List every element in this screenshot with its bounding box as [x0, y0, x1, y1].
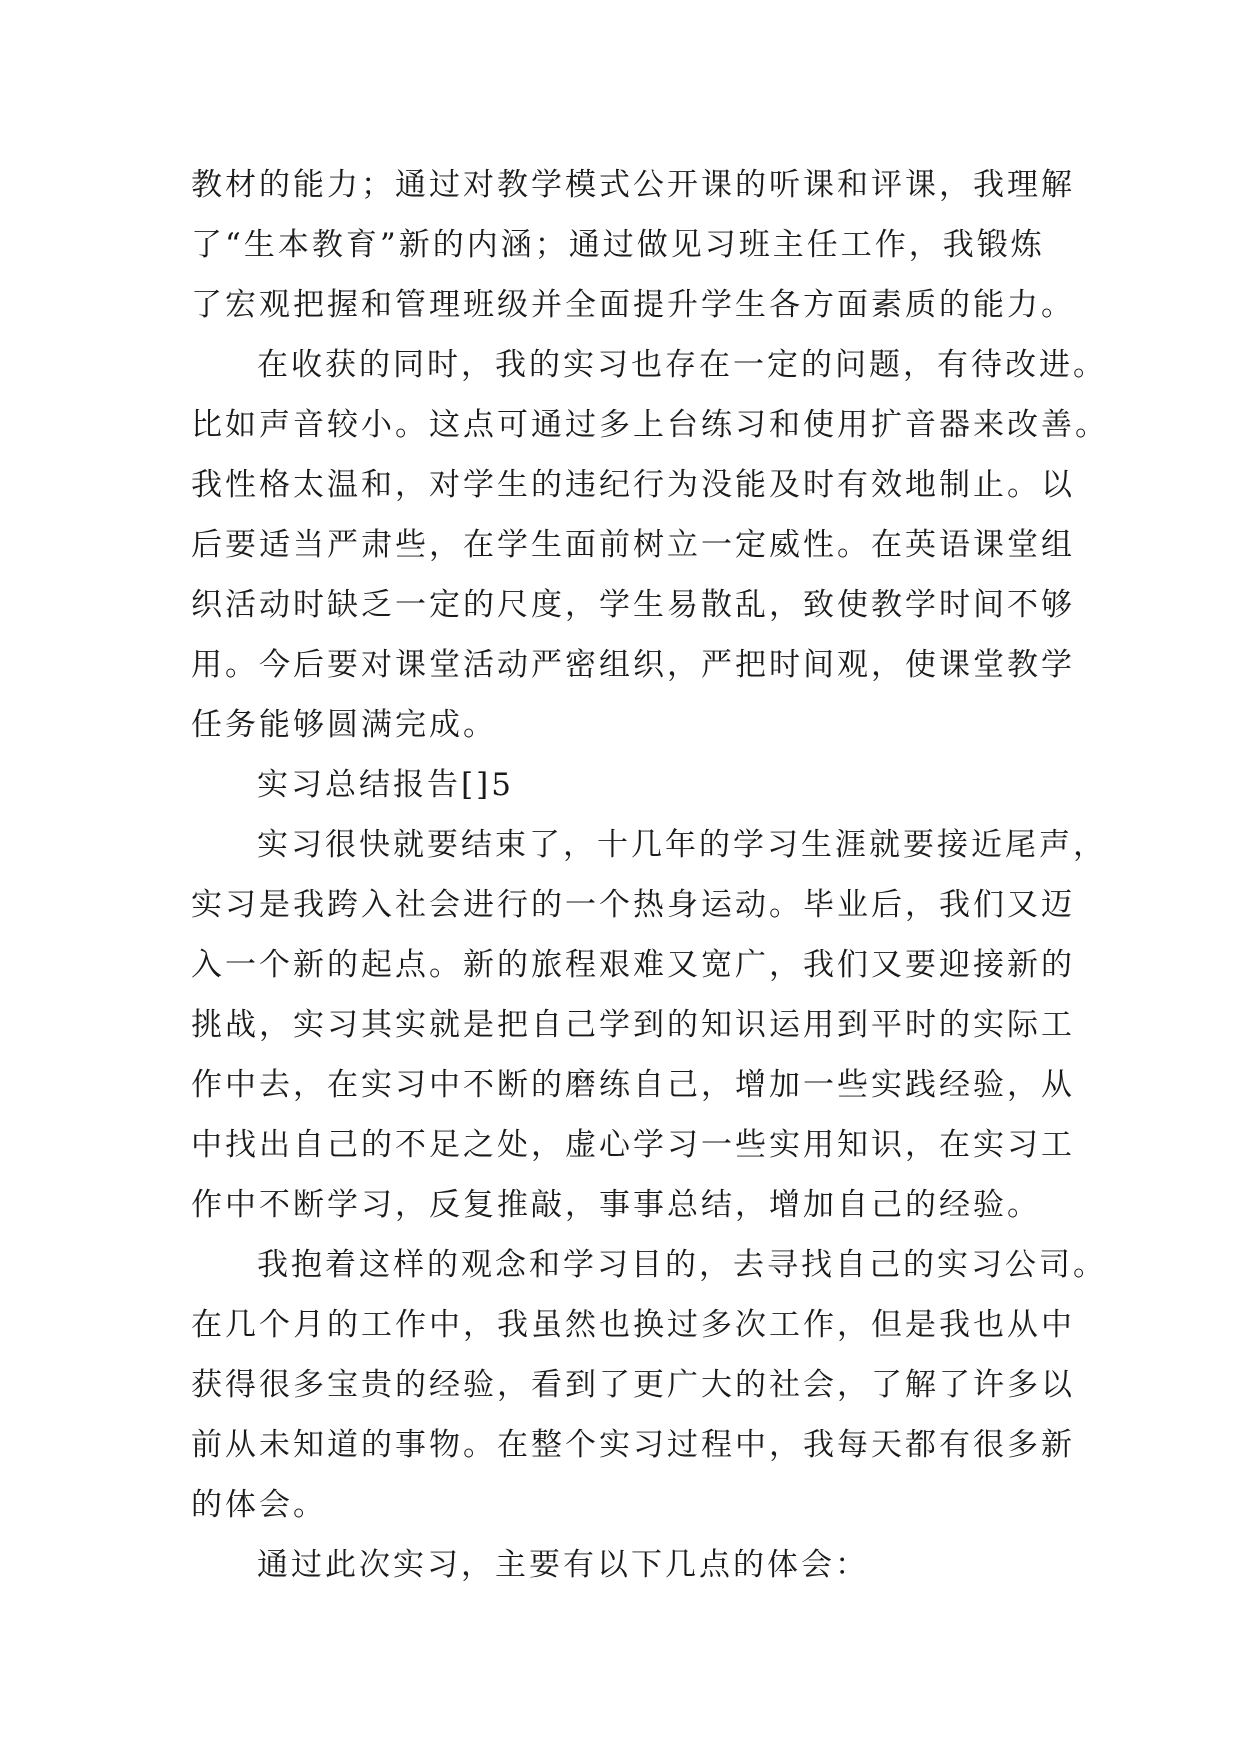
text-line: 在几个月的工作中，我虽然也换过多次工作，但是我也从中: [191, 1307, 1075, 1343]
paragraph-first-line: 通过此次实习，主要有以下几点的体会：: [257, 1547, 869, 1583]
paragraph-first-line: 实习很快就要结束了，十几年的学习生涯就要接近尾声，: [257, 827, 1107, 863]
text-line: 作中不断学习，反复推敲，事事总结，增加自己的经验。: [191, 1187, 1041, 1223]
text-line: 用。今后要对课堂活动严密组织，严把时间观，使课堂教学: [191, 647, 1075, 683]
document-body: [191, 155, 1109, 1595]
paragraph-first-line: 我抱着这样的观念和学习目的，去寻找自己的实习公司。: [257, 1247, 1107, 1283]
text-line: 作中去，在实习中不断的磨练自己，增加一些实践经验，从: [191, 1067, 1075, 1103]
text-line: 任务能够圆满完成。: [191, 707, 497, 743]
text-line: 了宏观把握和管理班级并全面提升学生各方面素质的能力。: [191, 287, 1075, 323]
text-line: 我性格太温和，对学生的违纪行为没能及时有效地制止。以: [191, 467, 1075, 503]
text-line: 了“生本教育”新的内涵；通过做见习班主任工作，我锻炼: [191, 227, 1045, 263]
text-line: 前从未知道的事物。在整个实习过程中，我每天都有很多新: [191, 1427, 1075, 1463]
text-line: 实习是我跨入社会进行的一个热身运动。毕业后，我们又迈: [191, 887, 1075, 923]
text-line: 教材的能力；通过对教学模式公开课的听课和评课，我理解: [191, 167, 1075, 203]
text-line: 织活动时缺乏一定的尺度，学生易散乱，致使教学时间不够: [191, 587, 1075, 623]
text-line: 比如声音较小。这点可通过多上台练习和使用扩音器来改善。: [191, 407, 1109, 443]
paragraph-first-line: 在收获的同时，我的实习也存在一定的问题，有待改进。: [257, 347, 1107, 383]
section-heading: 实习总结报告[]5: [257, 767, 514, 803]
text-line: 挑战，实习其实就是把自己学到的知识运用到平时的实际工: [191, 1007, 1075, 1043]
text-line: 获得很多宝贵的经验，看到了更广大的社会，了解了许多以: [191, 1367, 1075, 1403]
text-line: 中找出自己的不足之处，虚心学习一些实用知识，在实习工: [191, 1127, 1075, 1163]
text-line: 的体会。: [191, 1487, 327, 1523]
text-line: 入一个新的起点。新的旅程艰难又宽广，我们又要迎接新的: [191, 947, 1075, 983]
text-line: 后要适当严肃些，在学生面前树立一定威性。在英语课堂组: [191, 527, 1075, 563]
